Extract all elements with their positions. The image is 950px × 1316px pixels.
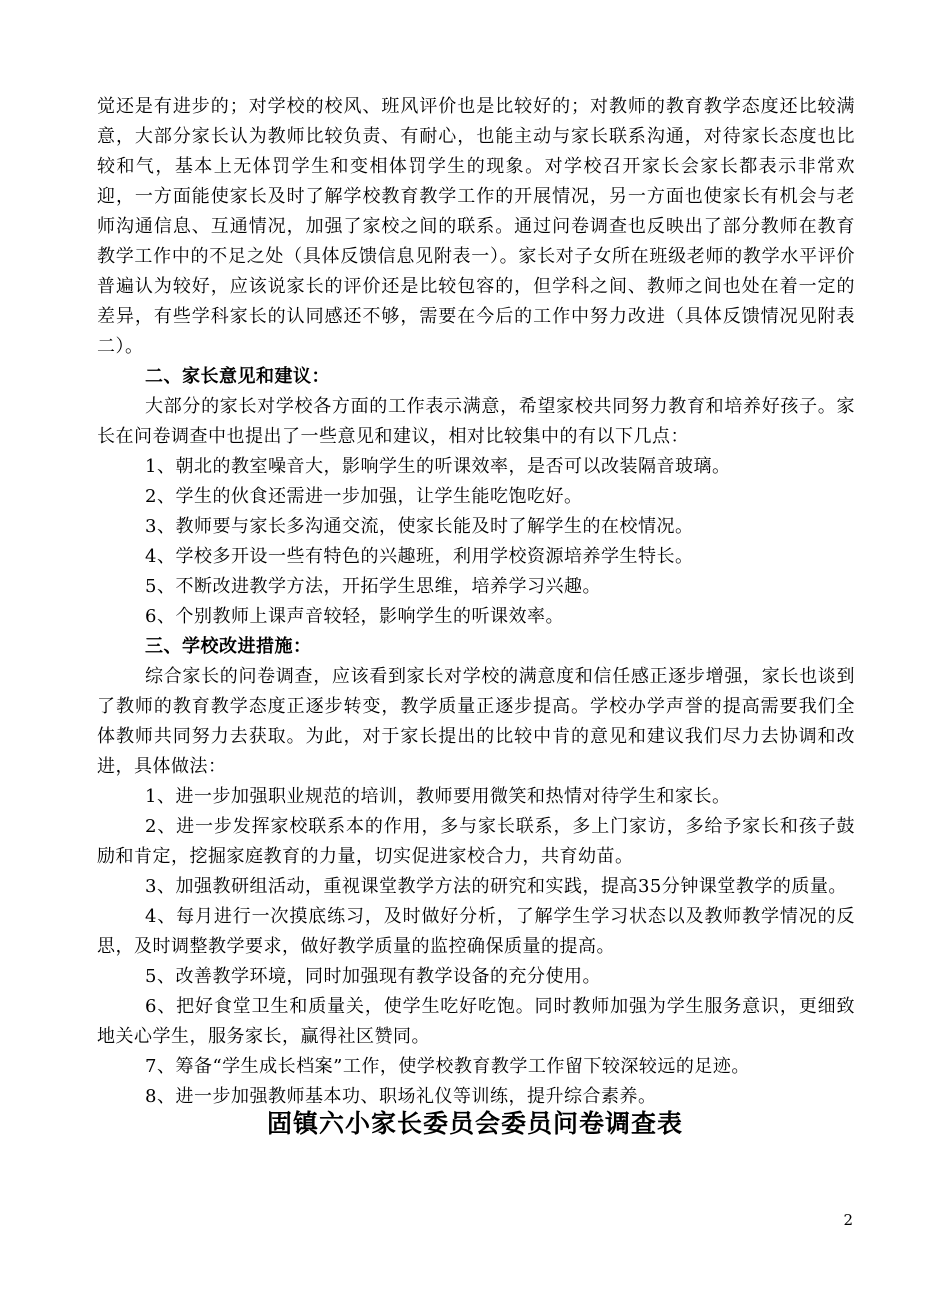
measure-item: 2、进一步发挥家校联系本的作用，多与家长联系，多上门家访，多给予家长和孩子鼓励和肯定，挖掘家庭教育的力量，切实促进家校合力，共育幼苗。 bbox=[97, 816, 855, 867]
survey-title: 固镇六小家长委员会委员问卷调查表 bbox=[266, 1109, 683, 1138]
section-intro-school-measures: 综合家长的问卷调查，应该看到家长对学校的满意度和信任感正逐步增强，家长也谈到了教师的教育教学态度正逐步转变，教学质量正逐步提高。学校办学声誉的提高需要我们全体教师共同努力去获取。为此，对于家长提出的比较中肯的意见和建议我们尽力去协调和改进，具体做法： bbox=[97, 666, 855, 777]
measure-item: 5、改善教学环境，同时加强现有教学设备的充分使用。 bbox=[145, 966, 601, 987]
section-heading-parent-suggestions: 二、家长意见和建议： bbox=[145, 366, 330, 387]
section-heading-school-measures: 三、学校改进措施： bbox=[145, 636, 312, 657]
intro-paragraph: 觉还是有进步的；对学校的校风、班风评价也是比较好的；对教师的教育教学态度还比较满意，大部分家长认为教师比较负责、有耐心，也能主动与家长联系沟通，对待家长态度也比较和气，基本上无体罚学生和变相体罚学生的现象。对学校召开家长会家长都表示非常欢迎，一方面能使家长及时了解学校教育教学工作的开展情况，另一方面也使家长有机会与老师沟通信息、互通情况，加强了家校之间的联系。通过问卷调查也反映出了部分教师在教育教学工作中的不足之处（具体反馈信息见附表一）。家长对子女所在班级老师的教学水平评价普遍认为较好，应该说家长的评价还是比较包容的，但学科之间、教师之间也处在着一定的差异，有些学科家长的认同感还不够，需要在今后的工作中努力改进（具体反馈情况见附表二）。 bbox=[97, 96, 855, 357]
measure-item: 4、每月进行一次摸底练习，及时做好分析，了解学生学习状态以及教师教学情况的反思，及时调整教学要求，做好教学质量的监控确保质量的提高。 bbox=[97, 906, 855, 957]
document-body bbox=[97, 92, 855, 1112]
suggestion-item: 5、不断改进教学方法，开拓学生思维，培养学习兴趣。 bbox=[145, 576, 601, 597]
measure-item: 3、加强教研组活动，重视课堂教学方法的研究和实践，提高35分钟课堂教学的质量。 bbox=[145, 876, 847, 897]
measure-item: 1、进一步加强职业规范的培训，教师要用微笑和热情对待学生和家长。 bbox=[145, 786, 731, 807]
suggestion-item: 3、教师要与家长多沟通交流，使家长能及时了解学生的在校情况。 bbox=[145, 516, 694, 537]
page-number: 2 bbox=[843, 1211, 853, 1229]
measure-item: 8、进一步加强教师基本功、职场礼仪等训练，提升综合素养。 bbox=[145, 1086, 657, 1107]
measure-item: 6、把好食堂卫生和质量关，使学生吃好吃饱。同时教师加强为学生服务意识，更细致地关心学生，服务家长，赢得社区赞同。 bbox=[97, 996, 855, 1047]
suggestion-item: 2、学生的伙食还需进一步加强，让学生能吃饱吃好。 bbox=[145, 486, 583, 507]
suggestion-item: 4、学校多开设一些有特色的兴趣班，利用学校资源培养学生特长。 bbox=[145, 546, 694, 567]
measure-item: 7、筹备“学生成长档案”工作，使学校教育教学工作留下较深较远的足迹。 bbox=[145, 1056, 750, 1077]
suggestion-item: 1、朝北的教室噪音大，影响学生的听课效率，是否可以改装隔音玻璃。 bbox=[145, 456, 731, 477]
suggestion-item: 6、个别教师上课声音较轻，影响学生的听课效率。 bbox=[145, 606, 564, 627]
section-intro-parent-suggestions: 大部分的家长对学校各方面的工作表示满意，希望家校共同努力教育和培养好孩子。家长在问卷调查中也提出了一些意见和建议，相对比较集中的有以下几点： bbox=[97, 396, 855, 447]
